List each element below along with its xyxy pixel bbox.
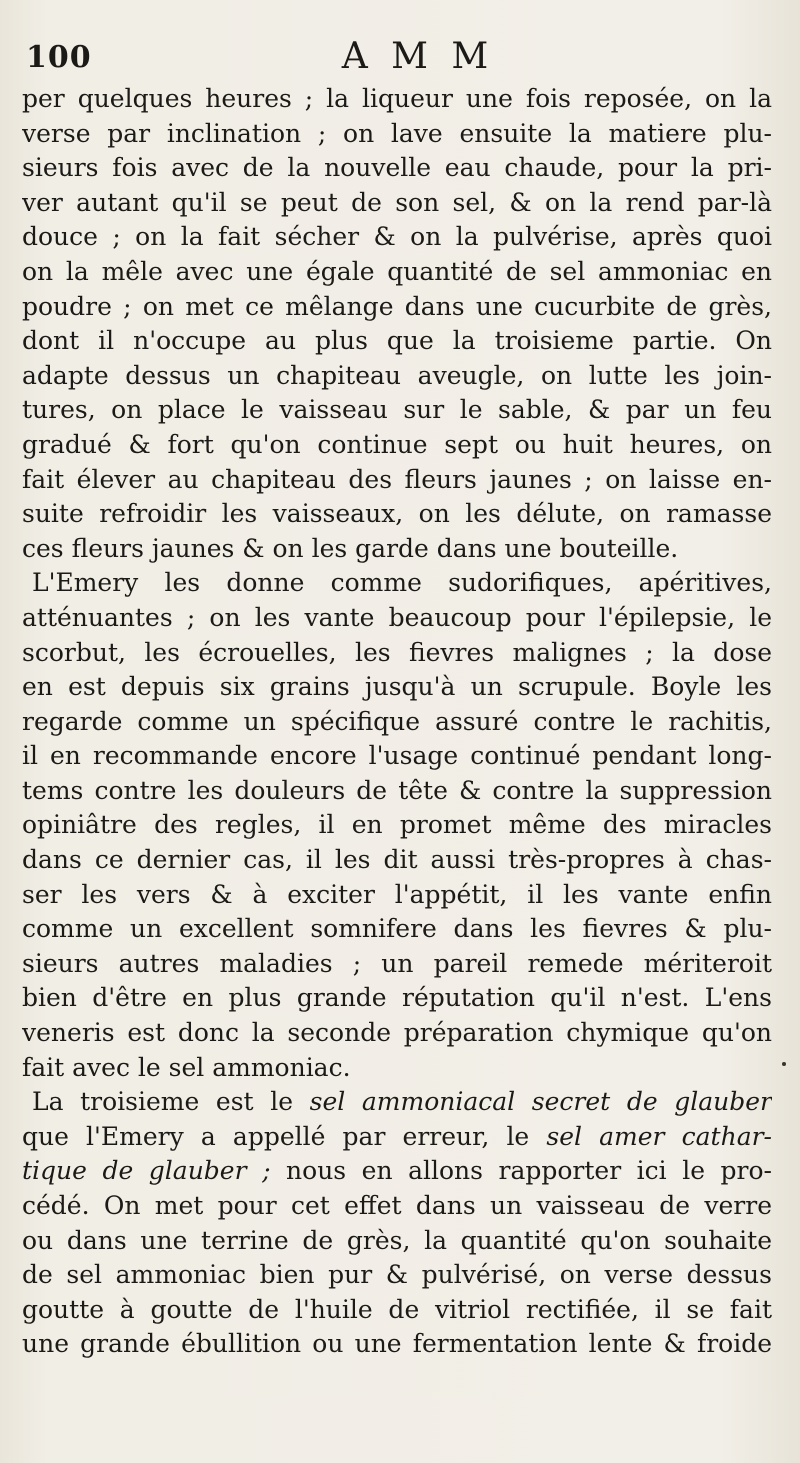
text-line: douce ; on la fait sécher & on la pulvérise, après quoi [22,222,772,252]
text-line: cédé. On met pour cet effet dans un vaisseau de verre [22,1191,772,1220]
text-line: sieurs autres maladies ; un pareil remede mériteroit [22,948,772,978]
text-line: ou dans une terrine de grès, la quantité qu'on souhaite [22,1225,772,1255]
text-line: dans ce dernier cas, il les dit aussi très-propres à chas- [22,845,772,875]
text-run: La troisieme est le [32,1087,310,1117]
text-line: L'Emery les donne comme sudorifiques, apéritives, [32,568,772,598]
text-line: tems contre les douleurs de tête & contre la suppression [22,775,772,805]
text-line: veneris est donc la seconde préparation chymique qu'on [22,1018,772,1048]
text-line: per quelques heures ; la liqueur une fois reposée, on la [22,84,772,113]
text-line: comme un excellent somnifere dans les fievres & plu- [22,914,772,944]
italic-term: sel amer cathar- [546,1121,772,1151]
text-line: suite refroidir les vaisseaux, on les délute, on ramasse [22,499,772,529]
text-line: adapte dessus un chapiteau aveugle, on lutte les join- [22,360,772,390]
italic-term: sel ammoniacal secret de glauber [309,1087,772,1117]
text-line: il en recommande encore l'usage continué pendant long- [22,741,772,771]
text-line: bien d'être en plus grande réputation qu'il n'est. L'ens [22,983,772,1013]
text-line: fait avec le sel ammoniac. [22,1052,351,1082]
text-line: on la mêle avec une égale quantité de sel ammoniac en [22,256,772,286]
text-run: nous en allons rapporter ici le pro- [270,1156,772,1186]
text-line [22,1120,772,1155]
page-header [26,36,770,76]
text-run: que l'Emery a appellé par erreur, le [22,1121,547,1151]
text-line: ces fleurs jaunes & on les garde dans une bouteille. [22,533,679,563]
text-line: en est depuis six grains jusqu'à un scrupule. Boyle les [22,672,772,702]
text-line: poudre ; on met ce mêlange dans une cucurbite de grès, [22,291,772,321]
text-line [22,1085,772,1120]
running-head: A M M [341,36,495,77]
ink-speck [782,1062,786,1066]
page-number: 100 [26,40,92,75]
text-line: une grande ébullition ou une fermentation lente & froide [22,1329,772,1359]
text-line: atténuantes ; on les vante beaucoup pour l'épilepsie, le [22,602,772,632]
text-line: ver autant qu'il se peut de son sel, & on la rend par-là [22,187,772,217]
italic-term: tique de glauber ; [22,1156,271,1186]
text-line: ser les vers & à exciter l'appétit, il les vante enfin [22,879,772,909]
text-line: tures, on place le vaisseau sur le sable, & par un feu [22,395,772,425]
text-line: sieurs fois avec de la nouvelle eau chaude, pour la pri- [22,153,772,183]
text-line: fait élever au chapiteau des fleurs jaunes ; on laisse en- [22,464,772,494]
text-line: de sel ammoniac bien pur & pulvérisé, on verse dessus [22,1260,772,1290]
text-line: scorbut, les écrouelles, les fievres malignes ; la dose [22,637,772,667]
text-line: gradué & fort qu'on continue sept ou huit heures, on [22,429,772,459]
text-line: verse par inclination ; on lave ensuite la matiere plu- [22,118,772,148]
text-line: dont il n'occupe au plus que la troisieme partie. On [22,326,772,356]
text-line [22,1154,772,1189]
body-text [22,82,772,1362]
text-line: opiniâtre des regles, il en promet même des miracles [22,810,772,840]
text-line: goutte à goutte de l'huile de vitriol rectifiée, il se fait [22,1294,772,1324]
text-line: regarde comme un spécifique assuré contre le rachitis, [22,706,772,736]
